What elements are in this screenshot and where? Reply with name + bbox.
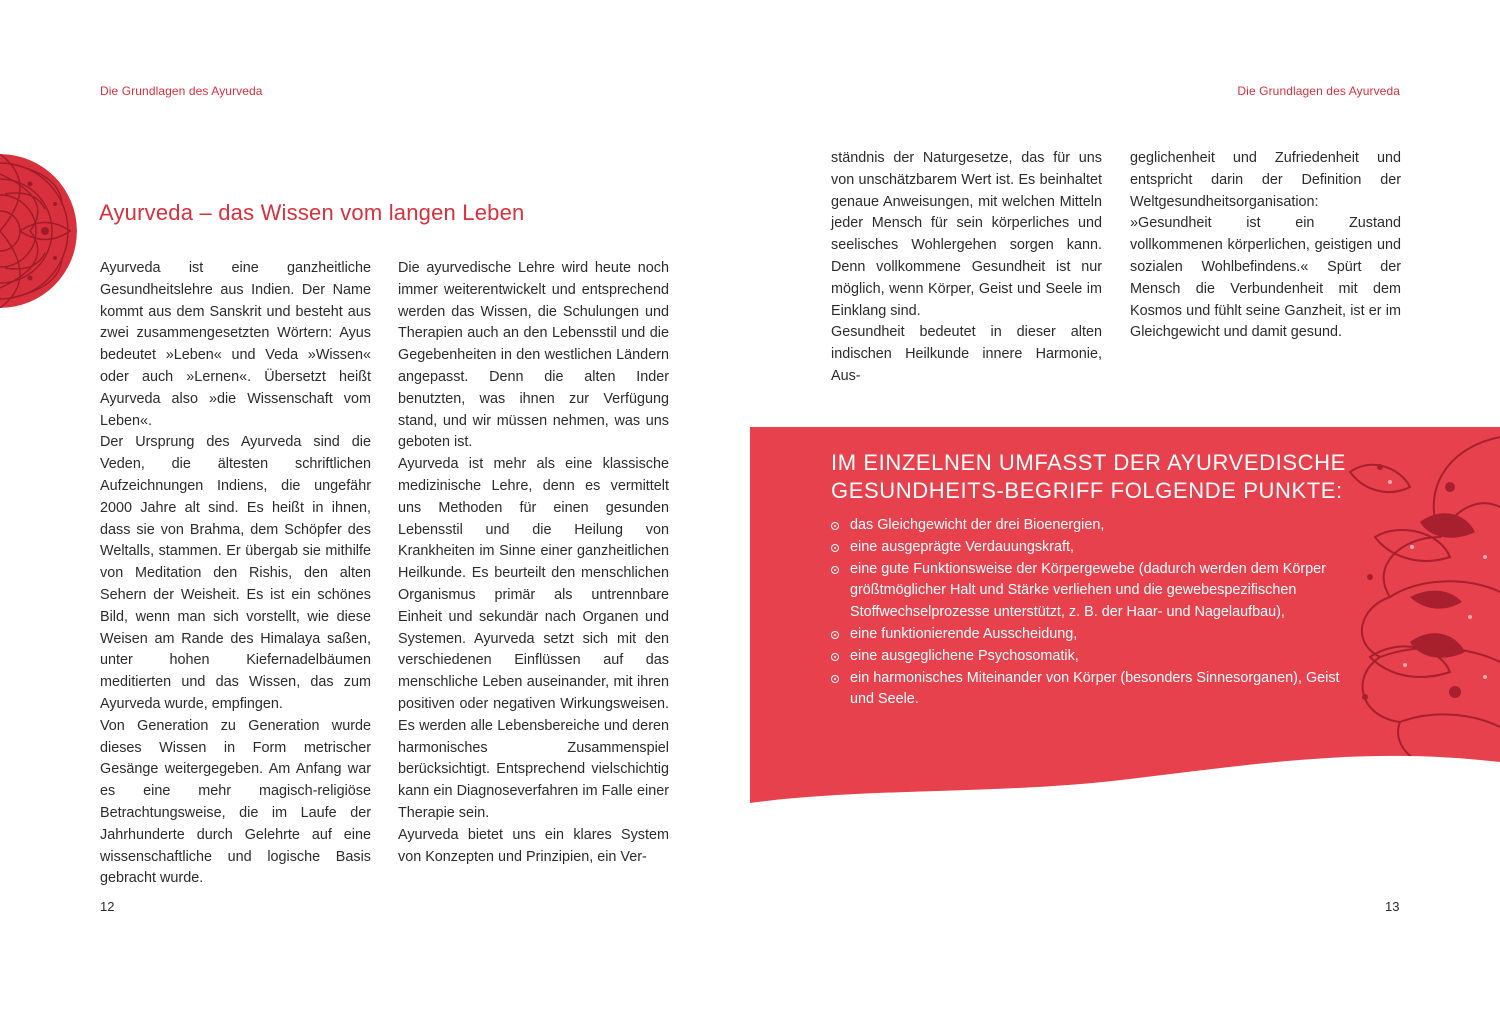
paragraph: Die ayurvedische Lehre wird heute noch immer weiterentwickelt und entsprechend werden das Wissen, die Schulungen und Therapien auch an den Lebensstil und die Gegebenheiten in den westlichen Ländern angepasst. Denn die alten Inder benutzten, was ihnen zur Verfügung stand, und wir müssen nehmen, was uns geboten ist.: [398, 260, 669, 451]
paragraph: Von Generation zu Generation wurde dieses Wissen in Form metrischer Gesänge weitergegeben. Am Anfang war es eine mehr magisch-religiöse Betrachtungsweise, die im Laufe der Jahrhunderte durch Gelehrte auf eine wissenschaftliche und logische Basis gebracht wurde.: [100, 717, 371, 887]
paragraph: Ayurveda ist eine ganzheitliche Gesundheitslehre aus Indien. Der Name kommt aus dem Sanskrit und besteht aus zwei zusammengesetzten Wörtern: Ayus bedeutet »Leben« und Veda »Wissen« oder auch »Lernen«. Übersetzt heißt Ayurveda also »die Wissenschaft vom Leben«.: [100, 260, 371, 429]
paragraph: Ayurveda ist mehr als eine klassische medizinische Lehre, denn es vermittelt uns Methoden für einen gesunden Lebensstil und die Heilung von Krankheiten im Sinne einer ganzheitlichen Heilkunde. Es beurteilt den menschlichen Organismus primär als untrennbare Einheit und sekundär nach Organen und Systemen. Ayurveda setzt sich mit den verschiedenen Einflüssen auf das menschliche Leben auseinander, mit ihren positiven oder negativen Wirkungsweisen. Es werden alle Lebensbereiche und deren harmonisches Zusammenspiel berücksichtigt. Entsprechend vielschichtig kann ein Diagnoseverfahren im Falle einer Therapie sein.: [398, 456, 669, 821]
list-item: [831, 668, 1341, 712]
mandala-ornament-left: [0, 144, 78, 318]
paragraph: ständnis der Naturgesetze, das für uns von unschätzbarem Wert ist. Es beinhaltet genaue Anweisungen, mit welchen Mitteln jeder Mensch für sein körperliches und seelisches Wohlergehen sorgen kann. Denn vollkommene Gesundheit ist nur möglich, wenn Körper, Geist und Seele im Einklang sind.: [831, 150, 1102, 319]
page-number-left: 12: [100, 899, 115, 914]
list-item-text: ein harmonisches Miteinander von Körper (besonders Sinnesorganen), Geist und Seele.: [850, 669, 1340, 708]
bullet-icon: [831, 675, 839, 683]
list-item: [831, 537, 1341, 559]
list-item: [831, 624, 1341, 646]
info-box-title-line: IM EINZELNEN UMFASST DER AYURVEDISCHE: [831, 450, 1346, 475]
list-item: [831, 646, 1341, 668]
page-number-right: 13: [1385, 899, 1400, 914]
list-item-text: eine gute Funktionsweise der Körpergewebe (dadurch werden dem Körper größtmöglicher Halt und Stärke verliehen und die gewebespezifischen Stoffwechselprozesse unterstützt, z. B. der Haar- und Nagelaufbau),: [850, 560, 1326, 621]
bullet-icon: [831, 544, 839, 552]
list-item-text: eine ausgeprägte Verdauungskraft,: [850, 538, 1075, 555]
info-box-list: [831, 515, 1341, 711]
info-box-title: [831, 449, 1351, 505]
text-column-4: [1130, 148, 1401, 344]
paragraph: Ayurveda bietet uns ein klares System von Konzepten und Prinzipien, ein Ver-: [398, 826, 669, 865]
list-item: [831, 515, 1341, 537]
list-item-text: das Gleichgewicht der drei Bioenergien,: [850, 517, 1105, 533]
list-item-text: eine funktionierende Ausscheidung,: [850, 625, 1078, 642]
running-head-right: Die Grundlagen des Ayurveda: [1237, 84, 1400, 98]
info-box-title-line: GESUNDHEITS-BEGRIFF FOLGENDE PUNKTE:: [831, 478, 1343, 503]
bullet-icon: [831, 653, 839, 661]
paragraph: geglichenheit und Zufriedenheit und entspricht darin der Definition der Weltgesundheitsorganisation: »Gesundheit ist ein Zustand vollkommenen körperlichen, geistigen und sozialen Wohlbefindens.« Spürt der Mensch die Verbundenheit mit dem Kosmos und fühlt seine Ganzheit, ist er im Gleichgewicht und damit gesund.: [1130, 150, 1401, 341]
text-column-1: [100, 258, 371, 890]
list-item-text: eine ausgeglichene Psychosomatik,: [850, 647, 1079, 664]
running-head-left: Die Grundlagen des Ayurveda: [100, 84, 263, 98]
paragraph: Gesundheit bedeutet in dieser alten indischen Heilkunde innere Harmonie, Aus-: [831, 324, 1102, 384]
bullet-icon: [831, 522, 839, 530]
text-column-3: [831, 148, 1102, 388]
paragraph: Der Ursprung des Ayurveda sind die Veden, die ältesten schriftlichen Aufzeichnungen Indiens, die ungefähr 2000 Jahre alt sind. Es heißt in ihnen, dass sie von Brahma, dem Schöpfer des Weltalls, stammen. Er übergab sie mithilfe von Meditation den Rishis, den alten Sehern der Weisheit. Es ist ein schönes Bild, wenn man sich vorstellt, wie diese Weisen am Rande des Himalaya saßen, unter hohen Kiefernadelbäumen meditierten und das Wissen, das zum Ayurveda wurde, empfingen.: [100, 434, 371, 712]
bullet-icon: [831, 566, 839, 574]
bullet-icon: [831, 631, 839, 639]
chapter-title: Ayurveda – das Wissen vom langen Leben: [99, 200, 525, 225]
text-column-2: [398, 258, 669, 868]
list-item: [831, 559, 1341, 624]
